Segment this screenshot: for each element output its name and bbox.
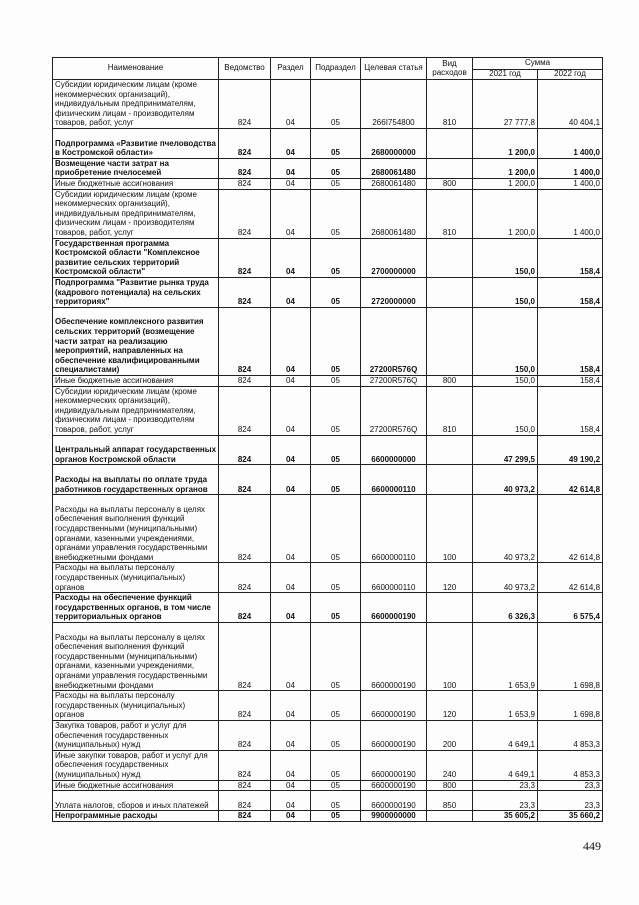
header-year-2022: 2022 год <box>538 70 603 80</box>
row-target: 6600000110 <box>361 465 427 495</box>
row-section: 04 <box>271 622 311 690</box>
row-sum-2021: 40 973,2 <box>473 495 538 563</box>
row-sum-2021: 1 653,9 <box>473 622 538 690</box>
row-name: Субсидии юридическим лицам (кроме некоммерческих организаций), индивидуальным предпринимателям, физическим лицам - производителям товаров, работ, услуг <box>53 189 219 238</box>
row-name: Расходы на выплаты по оплате труда работников государственных органов <box>53 465 219 495</box>
row-department: 824 <box>219 791 271 811</box>
row-name: Центральный аппарат государственных органов Костромской области <box>53 435 219 465</box>
row-sum-2021: 150,0 <box>473 307 538 375</box>
row-department: 824 <box>219 80 271 129</box>
row-sum-2021: 1 200,0 <box>473 158 538 178</box>
row-sum-2022: 158,4 <box>538 375 603 386</box>
row-sum-2021: 150,0 <box>473 238 538 277</box>
table-row <box>53 80 603 129</box>
row-sum-2022: 1 698,8 <box>538 691 603 721</box>
header-subsection: Подраздел <box>311 58 361 80</box>
row-section: 04 <box>271 178 311 189</box>
row-sum-2022: 4 853,3 <box>538 720 603 750</box>
table-row <box>53 691 603 721</box>
row-expense-type <box>427 811 473 822</box>
row-target: 6600000190 <box>361 750 427 780</box>
header-year-2021: 2021 год <box>473 70 538 80</box>
row-subsection: 05 <box>311 80 361 129</box>
row-target: 2700000000 <box>361 238 427 277</box>
table-row <box>53 189 603 238</box>
header-section: Раздел <box>271 58 311 80</box>
table-row <box>53 435 603 465</box>
row-sum-2021: 150,0 <box>473 386 538 435</box>
row-name: Иные бюджетные ассигнования <box>53 375 219 386</box>
row-name: Расходы на выплаты персоналу в целях обеспечения выполнения функций государственными (муниципальными) органами, казенными учреждениями, органами управления государственными внебюджетными фондами <box>53 622 219 690</box>
header-target: Целевая статья <box>361 58 427 80</box>
row-target: 266I754800 <box>361 80 427 129</box>
row-department: 824 <box>219 495 271 563</box>
row-sum-2022: 49 190,2 <box>538 435 603 465</box>
row-section: 04 <box>271 563 311 593</box>
row-expense-type <box>427 129 473 159</box>
row-section: 04 <box>271 593 311 623</box>
row-subsection: 05 <box>311 189 361 238</box>
header-sum: Сумма <box>473 58 603 70</box>
row-department: 824 <box>219 465 271 495</box>
row-target: 6600000190 <box>361 622 427 690</box>
row-section: 04 <box>271 435 311 465</box>
row-department: 824 <box>219 593 271 623</box>
row-sum-2022: 40 404,1 <box>538 80 603 129</box>
row-subsection: 05 <box>311 129 361 159</box>
row-name: Субсидии юридическим лицам (кроме некоммерческих организаций), индивидуальным предпринимателям, физическим лицам - производителям товаров, работ, услуг <box>53 386 219 435</box>
row-expense-type: 810 <box>427 80 473 129</box>
table-row <box>53 178 603 189</box>
row-name: Государственная программа Костромской области "Комплексное развитие сельских территорий Костромской области" <box>53 238 219 277</box>
row-section: 04 <box>271 277 311 307</box>
row-subsection: 05 <box>311 386 361 435</box>
row-sum-2021: 150,0 <box>473 375 538 386</box>
row-department: 824 <box>219 189 271 238</box>
table-row <box>53 307 603 375</box>
row-sum-2022: 158,4 <box>538 238 603 277</box>
row-sum-2021: 4 649,1 <box>473 750 538 780</box>
row-sum-2022: 1 400,0 <box>538 189 603 238</box>
row-expense-type <box>427 307 473 375</box>
row-target: 6600000190 <box>361 593 427 623</box>
row-name: Возмещение части затрат на приобретение пчелосемей <box>53 158 219 178</box>
row-sum-2021: 4 649,1 <box>473 720 538 750</box>
row-name: Расходы на обеспечение функций государственных органов, в том числе территориальных органов <box>53 593 219 623</box>
row-subsection: 05 <box>311 178 361 189</box>
row-expense-type <box>427 593 473 623</box>
row-sum-2022: 42 614,8 <box>538 495 603 563</box>
row-target: 27200R576Q <box>361 375 427 386</box>
row-subsection: 05 <box>311 750 361 780</box>
row-name: Субсидии юридическим лицам (кроме некоммерческих организаций), индивидуальным предпринимателям, физическим лицам - производителям товаров, работ, услуг <box>53 80 219 129</box>
row-expense-type: 200 <box>427 720 473 750</box>
table-row <box>53 158 603 178</box>
row-target: 2680000000 <box>361 129 427 159</box>
row-department: 824 <box>219 129 271 159</box>
row-subsection: 05 <box>311 791 361 811</box>
row-subsection: 05 <box>311 720 361 750</box>
row-name: Обеспечение комплексного развития сельских территорий (возмещение части затрат на реализацию мероприятий, направленных на обеспечение квалифицированными специалистами) <box>53 307 219 375</box>
row-sum-2021: 150,0 <box>473 277 538 307</box>
row-section: 04 <box>271 720 311 750</box>
row-target: 6600000190 <box>361 791 427 811</box>
row-target: 2680061480 <box>361 178 427 189</box>
row-sum-2022: 158,4 <box>538 307 603 375</box>
row-expense-type: 810 <box>427 189 473 238</box>
row-name: Подпрограмма «Развитие пчеловодства в Костромской области» <box>53 129 219 159</box>
row-sum-2021: 23,3 <box>473 791 538 811</box>
budget-table <box>52 57 603 822</box>
row-department: 824 <box>219 386 271 435</box>
table-row <box>53 563 603 593</box>
row-name: Закупка товаров, работ и услуг для обеспечения государственных (муниципальных) нужд <box>53 720 219 750</box>
row-subsection: 05 <box>311 435 361 465</box>
row-sum-2021: 1 653,9 <box>473 691 538 721</box>
table-row <box>53 622 603 690</box>
row-subsection: 05 <box>311 780 361 791</box>
row-expense-type: 800 <box>427 178 473 189</box>
row-section: 04 <box>271 811 311 822</box>
row-department: 824 <box>219 375 271 386</box>
row-sum-2022: 1 400,0 <box>538 158 603 178</box>
row-sum-2021: 6 326,3 <box>473 593 538 623</box>
row-section: 04 <box>271 495 311 563</box>
row-name: Расходы на выплаты персоналу в целях обеспечения выполнения функций государственными (муниципальными) органами, казенными учреждениями, органами управления государственными внебюджетными фондами <box>53 495 219 563</box>
row-department: 824 <box>219 720 271 750</box>
row-sum-2021: 23,3 <box>473 780 538 791</box>
row-expense-type: 810 <box>427 386 473 435</box>
table-row <box>53 495 603 563</box>
row-section: 04 <box>271 238 311 277</box>
row-department: 824 <box>219 238 271 277</box>
row-name: Подпрограмма "Развитие рынка труда (кадрового потенциала) на сельских территориях" <box>53 277 219 307</box>
row-name: Иные бюджетные ассигнования <box>53 178 219 189</box>
table-row <box>53 780 603 791</box>
row-expense-type: 100 <box>427 495 473 563</box>
header-department: Ведомство <box>219 58 271 80</box>
row-department: 824 <box>219 811 271 822</box>
row-expense-type: 800 <box>427 780 473 791</box>
table-row <box>53 129 603 159</box>
table-row <box>53 811 603 822</box>
row-department: 824 <box>219 178 271 189</box>
row-sum-2022: 23,3 <box>538 780 603 791</box>
row-section: 04 <box>271 386 311 435</box>
row-expense-type <box>427 238 473 277</box>
row-expense-type: 100 <box>427 622 473 690</box>
row-target: 6600000110 <box>361 563 427 593</box>
row-sum-2022: 4 853,3 <box>538 750 603 780</box>
row-section: 04 <box>271 307 311 375</box>
row-section: 04 <box>271 189 311 238</box>
table-row <box>53 375 603 386</box>
page-number: 449 <box>583 839 601 853</box>
row-expense-type: 120 <box>427 691 473 721</box>
row-section: 04 <box>271 780 311 791</box>
row-sum-2021: 27 777,8 <box>473 80 538 129</box>
table-row <box>53 791 603 811</box>
row-target: 9900000000 <box>361 811 427 822</box>
row-target: 6600000000 <box>361 435 427 465</box>
row-sum-2021: 1 200,0 <box>473 129 538 159</box>
row-target: 6600000110 <box>361 495 427 563</box>
row-department: 824 <box>219 780 271 791</box>
row-sum-2021: 40 973,2 <box>473 465 538 495</box>
row-expense-type <box>427 277 473 307</box>
row-sum-2022: 1 400,0 <box>538 129 603 159</box>
row-section: 04 <box>271 158 311 178</box>
row-subsection: 05 <box>311 465 361 495</box>
row-sum-2022: 42 614,8 <box>538 563 603 593</box>
row-department: 824 <box>219 750 271 780</box>
row-sum-2022: 1 400,0 <box>538 178 603 189</box>
row-department: 824 <box>219 691 271 721</box>
table-row <box>53 238 603 277</box>
row-section: 04 <box>271 791 311 811</box>
row-target: 2680061480 <box>361 189 427 238</box>
row-subsection: 05 <box>311 238 361 277</box>
row-section: 04 <box>271 750 311 780</box>
header-name: Наименование <box>53 58 219 80</box>
row-sum-2022: 158,4 <box>538 277 603 307</box>
row-sum-2022: 6 575,4 <box>538 593 603 623</box>
row-expense-type <box>427 465 473 495</box>
row-name: Непрограммные расходы <box>53 811 219 822</box>
table-row <box>53 386 603 435</box>
row-name: Расходы на выплаты персоналу государственных (муниципальных) органов <box>53 691 219 721</box>
row-department: 824 <box>219 158 271 178</box>
row-target: 27200R576Q <box>361 386 427 435</box>
row-subsection: 05 <box>311 158 361 178</box>
row-target: 6600000190 <box>361 691 427 721</box>
header-row <box>53 58 603 70</box>
row-name: Расходы на выплаты персоналу государственных (муниципальных) органов <box>53 563 219 593</box>
row-name: Иные закупки товаров, работ и услуг для обеспечения государственных (муниципальных) нужд <box>53 750 219 780</box>
table-body <box>53 80 603 822</box>
row-sum-2022: 1 698,8 <box>538 622 603 690</box>
row-target: 6600000190 <box>361 720 427 750</box>
row-section: 04 <box>271 80 311 129</box>
row-sum-2021: 1 200,0 <box>473 189 538 238</box>
row-section: 04 <box>271 129 311 159</box>
row-target: 27200R576Q <box>361 307 427 375</box>
row-subsection: 05 <box>311 593 361 623</box>
row-department: 824 <box>219 435 271 465</box>
row-expense-type: 800 <box>427 375 473 386</box>
row-name: Уплата налогов, сборов и иных платежей <box>53 791 219 811</box>
row-sum-2022: 42 614,8 <box>538 465 603 495</box>
row-department: 824 <box>219 277 271 307</box>
row-expense-type <box>427 158 473 178</box>
header-expense-type: Вид расходов <box>427 58 473 80</box>
table-row <box>53 465 603 495</box>
row-section: 04 <box>271 375 311 386</box>
row-department: 824 <box>219 307 271 375</box>
row-target: 6600000190 <box>361 780 427 791</box>
row-department: 824 <box>219 563 271 593</box>
row-subsection: 05 <box>311 691 361 721</box>
row-sum-2022: 158,4 <box>538 386 603 435</box>
row-subsection: 05 <box>311 495 361 563</box>
row-department: 824 <box>219 622 271 690</box>
table-row <box>53 750 603 780</box>
row-subsection: 05 <box>311 622 361 690</box>
row-subsection: 05 <box>311 563 361 593</box>
row-sum-2022: 35 660,2 <box>538 811 603 822</box>
row-target: 2720000000 <box>361 277 427 307</box>
row-subsection: 05 <box>311 307 361 375</box>
row-sum-2021: 1 200,0 <box>473 178 538 189</box>
row-sum-2021: 35 605,2 <box>473 811 538 822</box>
row-name: Иные бюджетные ассигнования <box>53 780 219 791</box>
row-sum-2022: 23,3 <box>538 791 603 811</box>
table-row <box>53 593 603 623</box>
table-row <box>53 720 603 750</box>
row-expense-type <box>427 435 473 465</box>
row-subsection: 05 <box>311 811 361 822</box>
row-section: 04 <box>271 465 311 495</box>
row-expense-type: 240 <box>427 750 473 780</box>
row-sum-2021: 47 299,5 <box>473 435 538 465</box>
row-subsection: 05 <box>311 375 361 386</box>
row-expense-type: 120 <box>427 563 473 593</box>
row-target: 2680061480 <box>361 158 427 178</box>
row-sum-2021: 40 973,2 <box>473 563 538 593</box>
table-row <box>53 277 603 307</box>
row-section: 04 <box>271 691 311 721</box>
row-expense-type: 850 <box>427 791 473 811</box>
row-subsection: 05 <box>311 277 361 307</box>
